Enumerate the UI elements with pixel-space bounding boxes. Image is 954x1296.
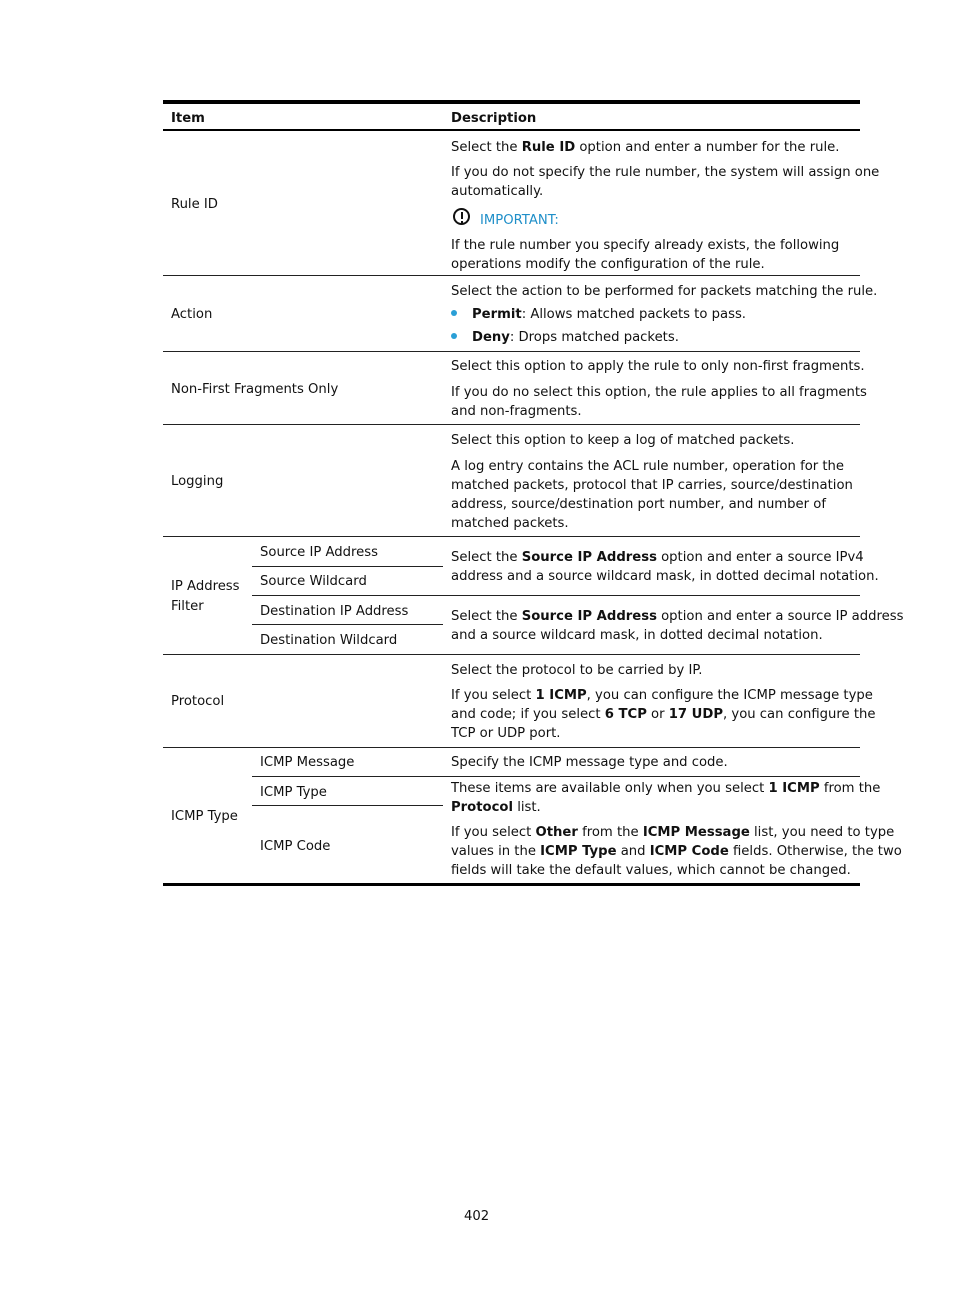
header-item: Item xyxy=(171,111,205,126)
bullet-icon xyxy=(451,310,457,316)
desc-icmp-line5: values in the ICMP Type and ICMP Code fields. Otherwise, the two xyxy=(451,844,902,859)
desc-icmp-line6: fields will take the default values, which cannot be changed. xyxy=(451,863,851,878)
row-divider xyxy=(163,275,860,276)
desc-protocol-line1: Select the protocol to be carried by IP. xyxy=(451,663,703,678)
row-divider xyxy=(163,424,860,425)
subitem-destination-ip: Destination IP Address xyxy=(260,604,409,619)
item-non-first-fragments: Non-First Fragments Only xyxy=(171,382,339,397)
sub-divider xyxy=(252,595,860,596)
desc-protocol-line3: and code; if you select 6 TCP or 17 UDP, you can configure the xyxy=(451,707,876,722)
desc-rule-id-line4: If the rule number you specify already exists, the following xyxy=(451,238,840,253)
header-description: Description xyxy=(451,111,537,126)
desc-action-line1: Select the action to be performed for packets matching the rule. xyxy=(451,284,878,299)
row-divider xyxy=(163,351,860,352)
desc-logging-line3: matched packets, protocol that IP carries, source/destination xyxy=(451,478,853,493)
desc-protocol-line4: TCP or UDP port. xyxy=(451,726,561,741)
item-ip-filter-line2: Filter xyxy=(171,599,204,614)
desc-logging-line2: A log entry contains the ACL rule number, operation for the xyxy=(451,459,845,474)
row-divider xyxy=(163,536,860,537)
item-rule-id: Rule ID xyxy=(171,197,218,212)
desc-logging-line4: address, source/destination port number, and number of xyxy=(451,497,826,512)
desc-ip-filter-a-line1: Select the Source IP Address option and enter a source IPv4 xyxy=(451,550,864,565)
table-bottom-border xyxy=(163,883,860,886)
desc-ip-filter-b-line1: Select the Source IP Address option and enter a source IP address xyxy=(451,609,904,624)
desc-icmp-line3: Protocol list. xyxy=(451,800,541,815)
subitem-source-wildcard: Source Wildcard xyxy=(260,574,367,589)
desc-icmp-line2: These items are available only when you select 1 ICMP from the xyxy=(451,781,881,796)
row-divider xyxy=(163,747,860,748)
header-divider xyxy=(163,129,860,131)
sub-divider xyxy=(252,776,860,777)
desc-rule-id-line3: automatically. xyxy=(451,184,544,199)
item-logging: Logging xyxy=(171,474,224,489)
bullet-permit: Permit: Allows matched packets to pass. xyxy=(451,307,746,323)
desc-rule-id-line2: If you do not specify the rule number, the system will assign one xyxy=(451,165,880,180)
desc-icmp-line1: Specify the ICMP message type and code. xyxy=(451,755,728,770)
sub-divider xyxy=(252,805,443,806)
page-number: 402 xyxy=(464,1209,490,1224)
bullet-icon xyxy=(451,333,457,339)
item-icmp-type: ICMP Type xyxy=(171,809,238,824)
sub-divider xyxy=(252,566,443,567)
item-action: Action xyxy=(171,307,213,322)
desc-non-first-line1: Select this option to apply the rule to only non-first fragments. xyxy=(451,359,865,374)
subitem-icmp-type: ICMP Type xyxy=(260,785,327,800)
desc-logging-line1: Select this option to keep a log of matched packets. xyxy=(451,433,795,448)
subitem-destination-wildcard: Destination Wildcard xyxy=(260,633,398,648)
desc-protocol-line2: If you select 1 ICMP, you can configure the ICMP message type xyxy=(451,688,873,703)
warning-icon xyxy=(453,208,470,225)
desc-icmp-line4: If you select Other from the ICMP Message list, you need to type xyxy=(451,825,895,840)
desc-ip-filter-a-line2: address and a source wildcard mask, in dotted decimal notation. xyxy=(451,569,879,584)
desc-rule-id-line1: Select the Rule ID option and enter a number for the rule. xyxy=(451,140,840,155)
item-protocol: Protocol xyxy=(171,694,225,709)
desc-non-first-line2: If you do no select this option, the rule applies to all fragments xyxy=(451,385,867,400)
desc-non-first-line3: and non-fragments. xyxy=(451,404,582,419)
table-top-border xyxy=(163,100,860,104)
item-ip-filter-line1: IP Address xyxy=(171,579,240,594)
row-divider xyxy=(163,654,860,655)
subitem-icmp-message: ICMP Message xyxy=(260,755,355,770)
subitem-icmp-code: ICMP Code xyxy=(260,839,331,854)
desc-rule-id-line5: operations modify the configuration of the rule. xyxy=(451,257,765,272)
desc-logging-line5: matched packets. xyxy=(451,516,569,531)
subitem-source-ip: Source IP Address xyxy=(260,545,379,560)
desc-ip-filter-b-line2: and a source wildcard mask, in dotted decimal notation. xyxy=(451,628,823,643)
sub-divider xyxy=(252,624,443,625)
bullet-deny: Deny: Drops matched packets. xyxy=(451,330,679,346)
important-label: IMPORTANT: xyxy=(480,213,559,228)
